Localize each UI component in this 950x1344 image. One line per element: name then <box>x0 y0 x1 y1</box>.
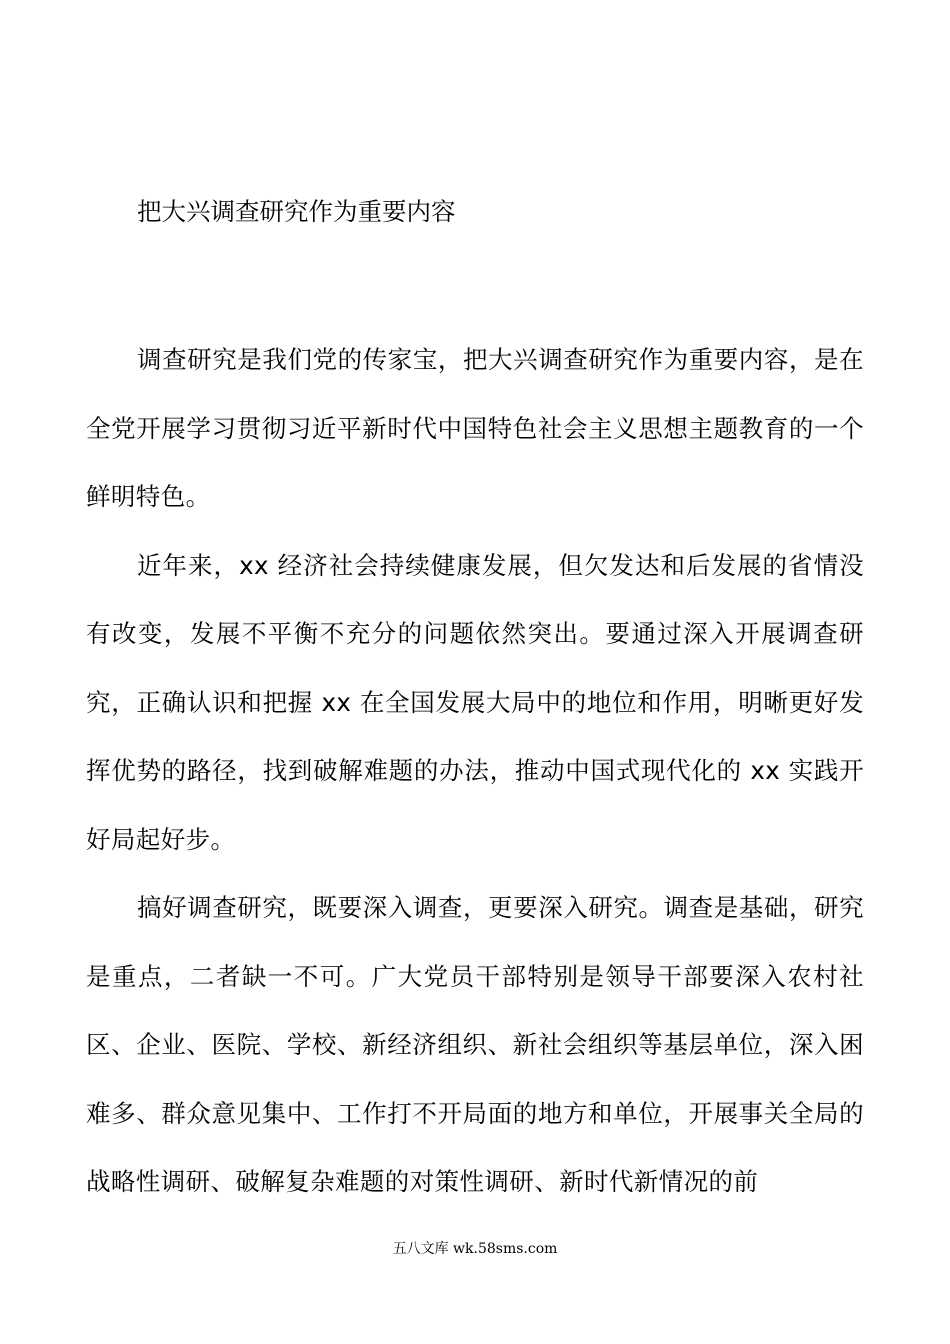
paragraph-2: 近年来，xx 经济社会持续健康发展，但欠发达和后发展的省情没有改变，发展不平衡不充分的问题依然突出。要通过深入开展调查研究，正确认识和把握 xx 在全国发展大局中的地位和作用，明晰更好发挥优势的路径，找到破解难题的办法，推动中国式现代化的 xx 实践开好局起好步。 <box>86 550 864 854</box>
document-body <box>86 326 864 1217</box>
footer-watermark: 五八文库 wk.58sms.com <box>392 1241 558 1257</box>
section-heading: 把大兴调查研究作为重要内容 <box>137 197 456 226</box>
paragraph-3: 搞好调查研究，既要深入调查，更要深入研究。调查是基础，研究是重点，二者缺一不可。广大党员干部特别是领导干部要深入农村社区、企业、医院、学校、新经济组织、新社会组织等基层单位，深入困难多、群众意见集中、工作打不开局面的地方和单位，开展事关全局的战略性调研、破解复杂难题的对策性调研、新时代新情况的前 <box>86 893 864 1196</box>
paragraph-1: 调查研究是我们党的传家宝，把大兴调查研究作为重要内容，是在全党开展学习贯彻习近平新时代中国特色社会主义思想主题教育的一个鲜明特色。 <box>86 345 864 511</box>
